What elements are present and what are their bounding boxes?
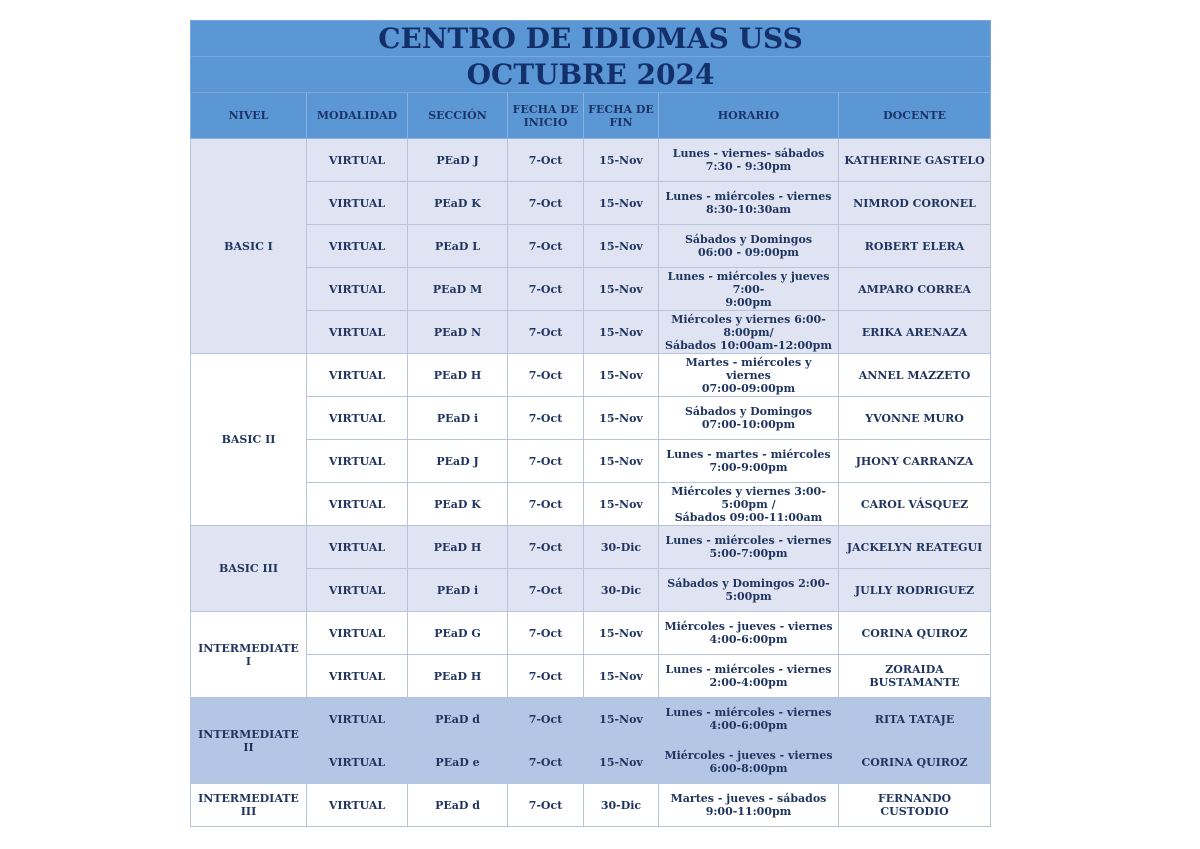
cell-modalidad: VIRTUAL <box>307 397 408 440</box>
cell-fecha-fin: 15-Nov <box>584 354 659 397</box>
cell-seccion: PEaD i <box>408 397 508 440</box>
cell-fecha-inicio: 7-Oct <box>508 741 584 784</box>
cell-modalidad: VIRTUAL <box>307 655 408 698</box>
cell-modalidad: VIRTUAL <box>307 225 408 268</box>
cell-seccion: PEaD G <box>408 612 508 655</box>
schedule-body <box>191 139 991 827</box>
cell-fecha-fin: 15-Nov <box>584 268 659 311</box>
cell-fecha-fin: 15-Nov <box>584 182 659 225</box>
table-row <box>191 698 991 741</box>
cell-fecha-inicio: 7-Oct <box>508 784 584 827</box>
cell-nivel: BASIC II <box>191 354 307 526</box>
sheet-title: CENTRO DE IDIOMAS USS <box>191 21 991 57</box>
sheet-subtitle: OCTUBRE 2024 <box>191 57 991 93</box>
cell-fecha-fin: 30-Dic <box>584 569 659 612</box>
cell-docente: YVONNE MURO <box>839 397 991 440</box>
cell-docente: KATHERINE GASTELO <box>839 139 991 182</box>
table-row <box>191 526 991 569</box>
cell-fecha-fin: 30-Dic <box>584 784 659 827</box>
cell-docente: ANNEL MAZZETO <box>839 354 991 397</box>
table-row <box>191 311 991 354</box>
cell-seccion: PEaD J <box>408 440 508 483</box>
cell-horario: Lunes - miércoles - viernes 5:00-7:00pm <box>659 526 839 569</box>
cell-horario: Lunes - martes - miércoles 7:00-9:00pm <box>659 440 839 483</box>
cell-fecha-fin: 15-Nov <box>584 225 659 268</box>
cell-horario: Lunes - viernes- sábados 7:30 - 9:30pm <box>659 139 839 182</box>
cell-fecha-fin: 15-Nov <box>584 655 659 698</box>
cell-fecha-inicio: 7-Oct <box>508 225 584 268</box>
cell-seccion: PEaD N <box>408 311 508 354</box>
cell-seccion: PEaD M <box>408 268 508 311</box>
cell-docente: ZORAIDA BUSTAMANTE <box>839 655 991 698</box>
cell-docente: CAROL VÁSQUEZ <box>839 483 991 526</box>
cell-horario: Sábados y Domingos 07:00-10:00pm <box>659 397 839 440</box>
cell-horario: Miércoles y viernes 3:00-5:00pm / Sábados 09:00-11:00am <box>659 483 839 526</box>
schedule-table <box>190 20 991 827</box>
cell-docente: NIMROD CORONEL <box>839 182 991 225</box>
table-row <box>191 741 991 784</box>
cell-fecha-fin: 15-Nov <box>584 397 659 440</box>
cell-fecha-inicio: 7-Oct <box>508 526 584 569</box>
col-header-seccion: SECCIÓN <box>408 93 508 139</box>
table-row <box>191 612 991 655</box>
cell-fecha-fin: 15-Nov <box>584 612 659 655</box>
cell-seccion: PEaD L <box>408 225 508 268</box>
cell-docente: JHONY CARRANZA <box>839 440 991 483</box>
cell-horario: Sábados y Domingos 06:00 - 09:00pm <box>659 225 839 268</box>
cell-docente: ROBERT ELERA <box>839 225 991 268</box>
cell-nivel: INTERMEDIATE I <box>191 612 307 698</box>
cell-seccion: PEaD K <box>408 483 508 526</box>
cell-modalidad: VIRTUAL <box>307 612 408 655</box>
cell-modalidad: VIRTUAL <box>307 139 408 182</box>
table-row <box>191 182 991 225</box>
cell-docente: RITA TATAJE <box>839 698 991 741</box>
cell-modalidad: VIRTUAL <box>307 526 408 569</box>
cell-docente: CORINA QUIROZ <box>839 741 991 784</box>
cell-modalidad: VIRTUAL <box>307 741 408 784</box>
cell-modalidad: VIRTUAL <box>307 569 408 612</box>
cell-seccion: PEaD J <box>408 139 508 182</box>
cell-horario: Miércoles - jueves - viernes 6:00-8:00pm <box>659 741 839 784</box>
cell-modalidad: VIRTUAL <box>307 483 408 526</box>
cell-seccion: PEaD i <box>408 569 508 612</box>
cell-docente: FERNANDO CUSTODIO <box>839 784 991 827</box>
cell-horario: Sábados y Domingos 2:00-5:00pm <box>659 569 839 612</box>
cell-fecha-inicio: 7-Oct <box>508 569 584 612</box>
table-row <box>191 655 991 698</box>
cell-seccion: PEaD K <box>408 182 508 225</box>
cell-nivel: INTERMEDIATE III <box>191 784 307 827</box>
cell-fecha-fin: 15-Nov <box>584 139 659 182</box>
cell-fecha-inicio: 7-Oct <box>508 354 584 397</box>
cell-seccion: PEaD d <box>408 698 508 741</box>
table-row <box>191 139 991 182</box>
col-header-docente: DOCENTE <box>839 93 991 139</box>
cell-fecha-inicio: 7-Oct <box>508 397 584 440</box>
cell-horario: Lunes - miércoles - viernes 8:30-10:30am <box>659 182 839 225</box>
cell-seccion: PEaD e <box>408 741 508 784</box>
col-header-horario: HORARIO <box>659 93 839 139</box>
cell-docente: JACKELYN REATEGUI <box>839 526 991 569</box>
cell-horario: Martes - miércoles y viernes 07:00-09:00pm <box>659 354 839 397</box>
table-row <box>191 225 991 268</box>
col-header-nivel: NIVEL <box>191 93 307 139</box>
cell-seccion: PEaD H <box>408 655 508 698</box>
col-header-fecha-fin: FECHA DE FIN <box>584 93 659 139</box>
table-row <box>191 569 991 612</box>
cell-modalidad: VIRTUAL <box>307 354 408 397</box>
cell-modalidad: VIRTUAL <box>307 268 408 311</box>
table-row <box>191 784 991 827</box>
cell-fecha-inicio: 7-Oct <box>508 440 584 483</box>
cell-seccion: PEaD H <box>408 354 508 397</box>
table-row <box>191 440 991 483</box>
cell-fecha-fin: 15-Nov <box>584 741 659 784</box>
cell-fecha-inicio: 7-Oct <box>508 139 584 182</box>
cell-fecha-inicio: 7-Oct <box>508 612 584 655</box>
cell-docente: CORINA QUIROZ <box>839 612 991 655</box>
cell-seccion: PEaD H <box>408 526 508 569</box>
cell-fecha-fin: 15-Nov <box>584 311 659 354</box>
cell-horario: Miércoles - jueves - viernes 4:00-6:00pm <box>659 612 839 655</box>
cell-docente: ERIKA ARENAZA <box>839 311 991 354</box>
cell-modalidad: VIRTUAL <box>307 311 408 354</box>
table-row <box>191 354 991 397</box>
cell-horario: Lunes - miércoles - viernes 4:00-6:00pm <box>659 698 839 741</box>
cell-fecha-fin: 15-Nov <box>584 483 659 526</box>
cell-horario: Lunes - miércoles y jueves 7:00- 9:00pm <box>659 268 839 311</box>
cell-fecha-inicio: 7-Oct <box>508 655 584 698</box>
cell-seccion: PEaD d <box>408 784 508 827</box>
cell-fecha-inicio: 7-Oct <box>508 698 584 741</box>
cell-nivel: BASIC I <box>191 139 307 354</box>
subtitle-row <box>191 57 991 93</box>
table-row <box>191 483 991 526</box>
cell-horario: Martes - jueves - sábados 9:00-11:00pm <box>659 784 839 827</box>
cell-fecha-inicio: 7-Oct <box>508 268 584 311</box>
cell-fecha-fin: 30-Dic <box>584 526 659 569</box>
cell-horario: Miércoles y viernes 6:00-8:00pm/ Sábados 10:00am-12:00pm <box>659 311 839 354</box>
cell-horario: Lunes - miércoles - viernes 2:00-4:00pm <box>659 655 839 698</box>
schedule-sheet <box>190 20 990 827</box>
cell-fecha-fin: 15-Nov <box>584 698 659 741</box>
cell-modalidad: VIRTUAL <box>307 698 408 741</box>
cell-nivel: BASIC III <box>191 526 307 612</box>
table-row <box>191 268 991 311</box>
cell-fecha-inicio: 7-Oct <box>508 483 584 526</box>
cell-fecha-fin: 15-Nov <box>584 440 659 483</box>
cell-docente: JULLY RODRIGUEZ <box>839 569 991 612</box>
title-row <box>191 21 991 57</box>
cell-fecha-inicio: 7-Oct <box>508 182 584 225</box>
cell-modalidad: VIRTUAL <box>307 182 408 225</box>
col-header-modalidad: MODALIDAD <box>307 93 408 139</box>
cell-modalidad: VIRTUAL <box>307 784 408 827</box>
table-row <box>191 397 991 440</box>
cell-fecha-inicio: 7-Oct <box>508 311 584 354</box>
cell-modalidad: VIRTUAL <box>307 440 408 483</box>
cell-docente: AMPARO CORREA <box>839 268 991 311</box>
cell-nivel: INTERMEDIATE II <box>191 698 307 784</box>
col-header-fecha-inicio: FECHA DE INICIO <box>508 93 584 139</box>
column-header-row <box>191 93 991 139</box>
